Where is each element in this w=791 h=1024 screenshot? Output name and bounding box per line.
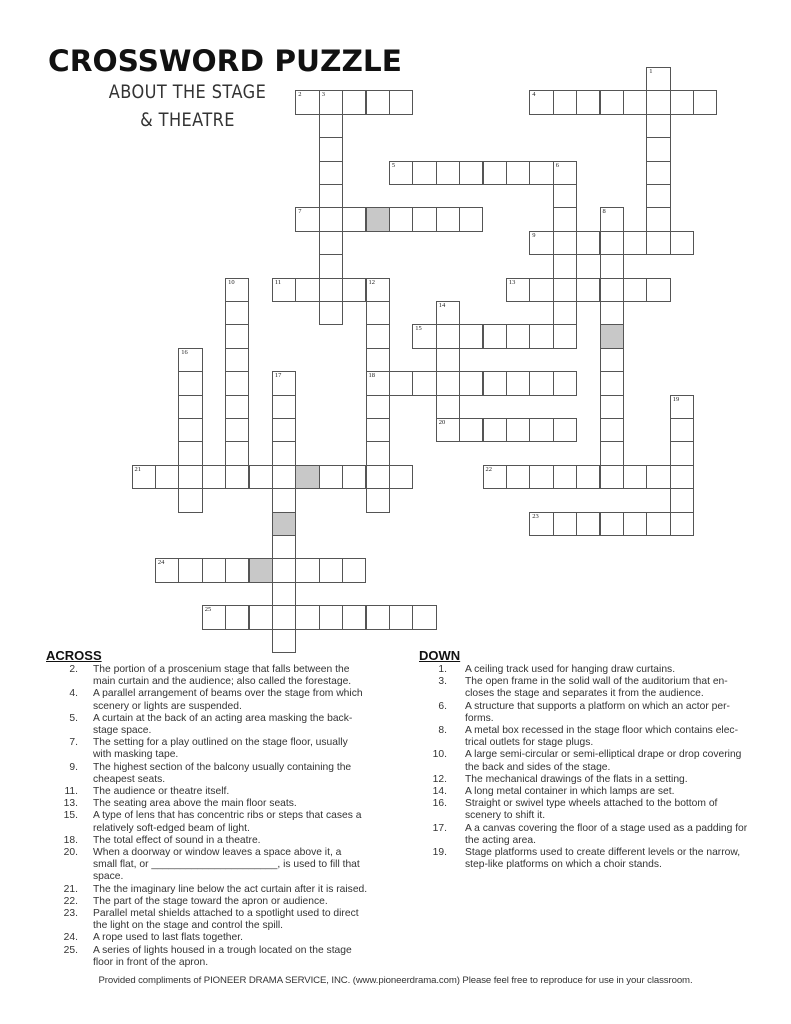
grid-cell — [225, 558, 249, 582]
grid-cell — [600, 512, 624, 536]
grid-cell — [646, 231, 670, 255]
clue-text: The seating area above the main floor seats. — [93, 798, 297, 810]
grid-cell — [412, 161, 436, 185]
grid-cell — [553, 465, 577, 489]
grid-cell — [529, 371, 553, 395]
grid-cell — [249, 605, 273, 629]
clue-text: When a doorway or window leaves a space above it, a small flat, or ______________________, is used to fill that space. — [93, 847, 360, 883]
grid-cell — [319, 184, 343, 208]
grid-cell — [646, 278, 670, 302]
grid-cell — [178, 371, 202, 395]
grid-cell — [412, 207, 436, 231]
grid-cell — [529, 465, 553, 489]
grid-cell — [202, 605, 226, 629]
clue-number: 12. — [432, 773, 447, 785]
grid-cell — [436, 301, 460, 325]
clue-number: 1. — [438, 664, 447, 675]
clue-text: The setting for a play outlined on the stage floor, usually with masking tape. — [93, 737, 348, 761]
clue-number: 24. — [63, 932, 78, 944]
grid-cell — [295, 207, 319, 231]
grid-cell — [646, 207, 670, 231]
grid-cell — [600, 231, 624, 255]
cell-number: 24 — [157, 559, 165, 567]
grid-cell — [272, 488, 296, 512]
grid-cell — [295, 90, 319, 114]
grid-cell — [225, 371, 249, 395]
across-clue — [46, 835, 376, 847]
grid-cell — [600, 207, 624, 231]
down-clues — [419, 648, 759, 871]
grid-cell — [366, 605, 390, 629]
clue-text: A ceiling track used for hanging draw curtains. — [465, 664, 676, 675]
across-clue — [46, 896, 376, 908]
grid-cell — [178, 441, 202, 465]
footer-credit: Provided compliments of PIONEER DRAMA SERVICE, INC. (www.pioneerdrama.com) Please feel free to reproduce for use in your classroom. — [98, 975, 693, 986]
grid-cell — [366, 90, 390, 114]
grid-cell — [553, 90, 577, 114]
grid-cell — [319, 605, 343, 629]
clue-text: A type of lens that has concentric ribs or steps that cases a relatively soft-edged beam of light. — [93, 810, 362, 834]
shaded-grid-cell — [249, 558, 273, 582]
grid-cell — [459, 371, 483, 395]
across-clue — [46, 664, 376, 688]
grid-cell — [553, 254, 577, 278]
grid-cell — [693, 90, 717, 114]
grid-cell — [529, 90, 553, 114]
grid-cell — [295, 558, 319, 582]
grid-cell — [366, 371, 390, 395]
grid-cell — [670, 441, 694, 465]
grid-cell — [272, 582, 296, 606]
grid-cell — [272, 371, 296, 395]
grid-cell — [670, 465, 694, 489]
grid-cell — [576, 512, 600, 536]
grid-cell — [436, 418, 460, 442]
grid-cell — [178, 465, 202, 489]
grid-cell — [155, 465, 179, 489]
cell-number: 1 — [649, 68, 653, 75]
down-clue — [419, 798, 759, 822]
clue-number: 20. — [63, 847, 78, 859]
grid-cell — [483, 161, 507, 185]
clue-number: 18. — [63, 834, 78, 846]
grid-cell — [576, 465, 600, 489]
down-clue — [419, 847, 759, 871]
grid-cell — [553, 371, 577, 395]
cell-number: 11 — [274, 278, 282, 286]
grid-cell — [412, 605, 436, 629]
grid-cell — [600, 301, 624, 325]
grid-cell — [483, 465, 507, 489]
grid-cell — [506, 418, 530, 442]
across-clues — [46, 648, 376, 969]
grid-cell — [342, 605, 366, 629]
grid-cell — [342, 278, 366, 302]
clue-number: 22. — [63, 895, 78, 907]
subtitle-line-2: & THEATRE — [140, 109, 235, 131]
grid-cell — [342, 465, 366, 489]
grid-cell — [646, 161, 670, 185]
clue-number: 10. — [432, 749, 447, 761]
grid-cell — [366, 324, 390, 348]
grid-cell — [132, 465, 156, 489]
grid-cell — [529, 324, 553, 348]
shaded-grid-cell — [295, 465, 319, 489]
grid-cell — [319, 231, 343, 255]
grid-cell — [249, 465, 273, 489]
grid-cell — [202, 558, 226, 582]
cell-number: 14 — [438, 302, 446, 309]
cell-number: 22 — [485, 465, 492, 473]
grid-cell — [576, 231, 600, 255]
grid-cell — [436, 395, 460, 419]
grid-cell — [529, 278, 553, 302]
across-clue — [46, 798, 376, 810]
clue-number: 3. — [438, 676, 447, 688]
grid-cell — [600, 371, 624, 395]
down-clue-list — [419, 664, 759, 871]
down-clue — [419, 676, 759, 700]
grid-cell — [178, 488, 202, 512]
grid-cell — [600, 395, 624, 419]
clue-text: A curtain at the back of an acting area masking the back-stage space. — [93, 712, 353, 737]
grid-cell — [670, 418, 694, 442]
grid-cell — [366, 395, 390, 419]
grid-cell — [225, 441, 249, 465]
down-clue — [419, 786, 759, 798]
shaded-grid-cell — [366, 207, 390, 231]
across-clue — [46, 884, 376, 896]
grid-cell — [506, 371, 530, 395]
grid-cell — [600, 441, 624, 465]
grid-cell — [272, 441, 296, 465]
grid-cell — [272, 395, 296, 419]
across-clue — [46, 908, 376, 932]
grid-cell — [553, 324, 577, 348]
clue-text: The portion of a proscenium stage that falls between the main curtain and the audience; also called the forestage. — [93, 664, 352, 688]
clue-text: A large semi-circular or semi-elliptical drape or drop covering the back and sides of the stage. — [465, 749, 742, 773]
clue-text: A series of lights housed in a trough located on the stage floor in front of the apron. — [93, 944, 352, 968]
clue-number: 19. — [432, 847, 447, 859]
grid-cell — [436, 207, 460, 231]
clue-text: A parallel arrangement of beams over the stage from which scenery or lights are suspended. — [93, 688, 363, 712]
grid-cell — [646, 184, 670, 208]
grid-cell — [366, 441, 390, 465]
cell-number: 16 — [181, 348, 188, 356]
grid-cell — [389, 371, 413, 395]
grid-cell — [389, 161, 413, 185]
grid-cell — [319, 301, 343, 325]
down-clue — [419, 701, 759, 725]
clue-text: Parallel metal shields attached to a spotlight used to direct the light on the stage and control the spill. — [93, 908, 359, 932]
clue-number: 8. — [438, 725, 447, 737]
grid-cell — [272, 558, 296, 582]
grid-cell — [155, 558, 179, 582]
grid-cell — [272, 278, 296, 302]
grid-cell — [272, 535, 296, 559]
grid-cell — [670, 395, 694, 419]
across-clue — [46, 688, 376, 712]
cell-number: 2 — [298, 91, 302, 99]
down-heading: DOWN — [419, 648, 461, 663]
grid-cell — [646, 114, 670, 138]
shaded-grid-cell — [272, 512, 296, 536]
down-clue — [419, 823, 759, 847]
grid-cell — [483, 371, 507, 395]
grid-cell — [459, 324, 483, 348]
across-clue — [46, 713, 376, 737]
grid-cell — [646, 465, 670, 489]
grid-cell — [506, 161, 530, 185]
grid-cell — [646, 90, 670, 114]
grid-cell — [459, 207, 483, 231]
cell-number: 4 — [532, 91, 536, 99]
grid-cell — [319, 90, 343, 114]
grid-cell — [483, 324, 507, 348]
grid-cell — [646, 67, 670, 91]
across-clue — [46, 737, 376, 761]
grid-cell — [178, 558, 202, 582]
across-clue — [46, 932, 376, 944]
grid-cell — [366, 488, 390, 512]
clue-number: 4. — [69, 688, 78, 700]
grid-cell — [342, 90, 366, 114]
cell-number: 13 — [508, 278, 516, 286]
grid-cell — [319, 278, 343, 302]
grid-cell — [272, 418, 296, 442]
grid-cell — [225, 395, 249, 419]
grid-cell — [600, 254, 624, 278]
grid-cell — [553, 418, 577, 442]
grid-cell — [319, 465, 343, 489]
clue-text: A metal box recessed in the stage floor which contains elec-trical outlets for stage plugs. — [465, 725, 739, 749]
grid-cell — [529, 512, 553, 536]
grid-cell — [225, 278, 249, 302]
clue-text: Straight or swivel type wheels attached to the bottom of scenery to shift it. — [465, 798, 718, 822]
clue-number: 13. — [63, 798, 78, 810]
grid-cell — [319, 254, 343, 278]
grid-cell — [272, 465, 296, 489]
cell-number: 10 — [228, 278, 235, 286]
grid-cell — [202, 465, 226, 489]
clue-text: The mechanical drawings of the flats in a setting. — [465, 773, 688, 785]
grid-cell — [178, 418, 202, 442]
cell-number: 17 — [274, 372, 282, 380]
grid-cell — [459, 161, 483, 185]
grid-cell — [646, 137, 670, 161]
grid-cell — [225, 605, 249, 629]
cell-number: 23 — [532, 512, 539, 520]
across-clue — [46, 810, 376, 834]
clue-text: A a canvas covering the floor of a stage used as a padding for the acting area. — [465, 822, 748, 846]
clue-text: The the imaginary line below the act curtain after it is raised. — [93, 883, 368, 895]
grid-cell — [623, 231, 647, 255]
clue-number: 11. — [64, 786, 78, 798]
grid-cell — [553, 207, 577, 231]
grid-cell — [459, 418, 483, 442]
grid-cell — [436, 348, 460, 372]
across-clue — [46, 847, 376, 884]
down-clue — [419, 725, 759, 749]
clue-number: 7. — [69, 737, 78, 749]
grid-cell — [436, 324, 460, 348]
cell-number: 12 — [368, 278, 375, 286]
grid-cell — [529, 418, 553, 442]
grid-cell — [670, 231, 694, 255]
shaded-grid-cell — [600, 324, 624, 348]
grid-cell — [272, 605, 296, 629]
grid-cell — [646, 512, 670, 536]
grid-cell — [623, 278, 647, 302]
clue-number: 25. — [63, 944, 78, 956]
grid-cell — [225, 465, 249, 489]
grid-cell — [178, 348, 202, 372]
cell-number: 8 — [602, 208, 606, 216]
cell-number: 6 — [555, 161, 559, 169]
grid-cell — [576, 278, 600, 302]
clue-number: 5. — [69, 712, 78, 724]
grid-cell — [506, 324, 530, 348]
grid-cell — [389, 90, 413, 114]
grid-cell — [366, 301, 390, 325]
grid-cell — [225, 348, 249, 372]
clue-number: 23. — [63, 908, 78, 920]
clue-text: The highest section of the balcony usually containing the cheapest seats. — [93, 761, 352, 785]
grid-cell — [389, 605, 413, 629]
clue-number: 14. — [432, 786, 447, 798]
clue-number: 6. — [438, 700, 447, 712]
clue-text: A rope used to last flats together. — [93, 932, 243, 944]
grid-cell — [600, 418, 624, 442]
grid-cell — [178, 395, 202, 419]
grid-cell — [389, 207, 413, 231]
grid-cell — [319, 137, 343, 161]
cell-number: 5 — [391, 161, 396, 169]
clue-number: 16. — [432, 798, 447, 810]
cell-number: 3 — [321, 91, 325, 99]
grid-cell — [295, 605, 319, 629]
clue-number: 15. — [63, 810, 78, 822]
grid-cell — [225, 301, 249, 325]
grid-cell — [623, 512, 647, 536]
clue-text: The audience or theatre itself. — [93, 786, 230, 798]
cell-number: 21 — [134, 465, 141, 473]
cell-number: 25 — [204, 606, 212, 614]
grid-cell — [600, 278, 624, 302]
grid-cell — [412, 371, 436, 395]
clue-number: 21. — [63, 883, 78, 895]
clue-number: 2. — [69, 664, 78, 675]
grid-cell — [623, 465, 647, 489]
grid-cell — [506, 278, 530, 302]
grid-cell — [553, 278, 577, 302]
grid-cell — [529, 161, 553, 185]
across-clue — [46, 762, 376, 786]
cell-number: 19 — [672, 395, 680, 403]
clue-text: A long metal container in which lamps are set. — [465, 786, 675, 798]
grid-cell — [342, 207, 366, 231]
across-clue — [46, 945, 376, 969]
grid-cell — [576, 90, 600, 114]
clue-number: 17. — [432, 822, 447, 834]
grid-cell — [436, 371, 460, 395]
cell-number: 20 — [438, 419, 446, 426]
grid-cell — [295, 278, 319, 302]
cell-number: 18 — [368, 372, 375, 380]
clue-text: Stage platforms used to create different levels or the narrow, step-like platforms on which a choir stands. — [465, 847, 741, 871]
grid-cell — [342, 558, 366, 582]
grid-cell — [225, 324, 249, 348]
grid-cell — [670, 90, 694, 114]
across-clue — [46, 786, 376, 798]
grid-cell — [670, 512, 694, 536]
subtitle-line-1: ABOUT THE STAGE — [108, 81, 267, 103]
grid-cell — [436, 161, 460, 185]
across-heading: ACROSS — [46, 648, 102, 663]
clue-text: The total effect of sound in a theatre. — [93, 834, 261, 846]
cell-number: 15 — [415, 325, 422, 333]
cell-number: 7 — [298, 208, 302, 216]
across-clue-list — [46, 664, 376, 969]
grid-cell — [553, 161, 577, 185]
clue-text: The part of the stage toward the apron or audience. — [93, 895, 328, 907]
grid-cell — [600, 465, 624, 489]
clue-text: A structure that supports a platform on which an actor per-forms. — [465, 700, 730, 724]
grid-cell — [553, 184, 577, 208]
grid-cell — [553, 512, 577, 536]
grid-cell — [366, 348, 390, 372]
grid-cell — [553, 231, 577, 255]
cell-number: 9 — [532, 231, 536, 239]
grid-cell — [319, 114, 343, 138]
grid-cell — [366, 465, 390, 489]
grid-cell — [319, 161, 343, 185]
grid-cell — [670, 488, 694, 512]
grid-cell — [319, 558, 343, 582]
grid-cell — [483, 418, 507, 442]
grid-cell — [600, 90, 624, 114]
grid-cell — [506, 465, 530, 489]
grid-cell — [412, 324, 436, 348]
grid-cell — [225, 418, 249, 442]
down-clue — [419, 774, 759, 786]
grid-cell — [366, 278, 390, 302]
down-clue — [419, 749, 759, 773]
page-title: CROSSWORD PUZZLE — [48, 44, 402, 78]
grid-cell — [319, 207, 343, 231]
grid-cell — [553, 301, 577, 325]
grid-cell — [389, 465, 413, 489]
grid-cell — [366, 418, 390, 442]
down-clue — [419, 664, 759, 676]
grid-cell — [529, 231, 553, 255]
grid-cell — [623, 90, 647, 114]
clue-text: The open frame in the solid wall of the auditorium that en-closes the stage and separates it from the audience. — [465, 676, 728, 700]
clue-number: 9. — [69, 761, 78, 773]
grid-cell — [600, 348, 624, 372]
